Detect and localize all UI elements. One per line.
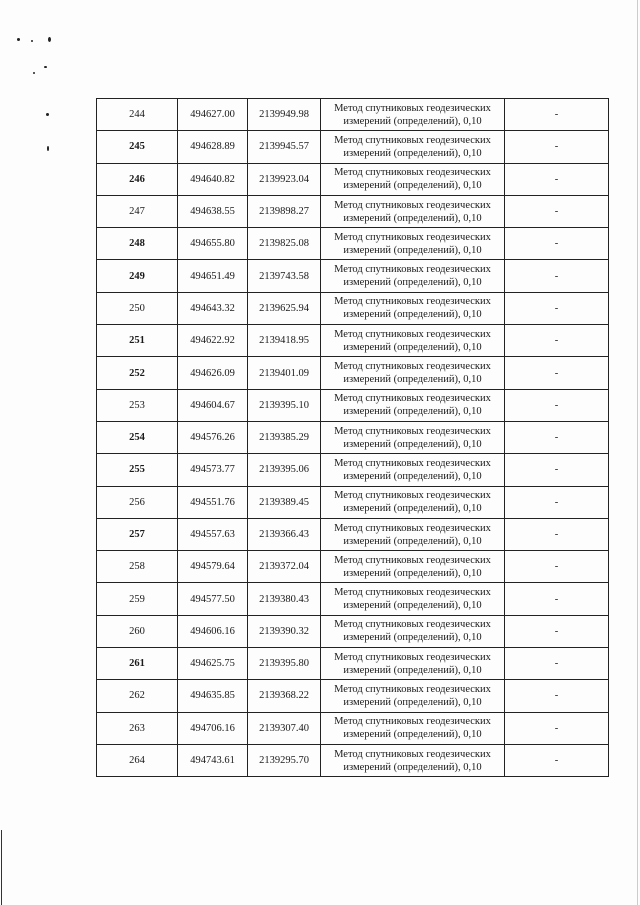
method-cell <box>321 163 505 195</box>
point-number-cell: 253 <box>97 389 178 421</box>
method-text-line-1: Метод спутниковых геодезических <box>334 328 491 340</box>
method-text-line-2: измерений (определений), 0,10 <box>343 470 482 482</box>
scan-artifact-line <box>637 0 638 905</box>
method-text-line-1: Метод спутниковых геодезических <box>334 716 491 728</box>
method-text-line-2: измерений (определений), 0,10 <box>343 180 482 192</box>
y-coordinate-cell: 2139825.08 <box>248 228 321 260</box>
method-text-line-2: измерений (определений), 0,10 <box>343 438 482 450</box>
description-cell: - <box>505 131 609 163</box>
method-text-line-1: Метод спутниковых геодезических <box>334 522 491 534</box>
method-text-line-2: измерений (определений), 0,10 <box>343 664 482 676</box>
y-coordinate-cell: 2139390.32 <box>248 615 321 647</box>
scan-artifact-mark <box>48 37 51 42</box>
method-cell <box>321 486 505 518</box>
point-number-cell: 244 <box>97 99 178 131</box>
y-coordinate-cell: 2139625.94 <box>248 292 321 324</box>
method-text-line-1: Метод спутниковых геодезических <box>334 619 491 631</box>
y-coordinate-cell: 2139418.95 <box>248 325 321 357</box>
method-cell <box>321 389 505 421</box>
x-coordinate-cell: 494626.09 <box>178 357 248 389</box>
table-row <box>97 357 609 389</box>
method-cell <box>321 648 505 680</box>
x-coordinate-cell: 494577.50 <box>178 583 248 615</box>
method-text-line-2: измерений (определений), 0,10 <box>343 309 482 321</box>
method-text-line-1: Метод спутниковых геодезических <box>334 393 491 405</box>
coordinates-table-body <box>97 99 609 777</box>
table-row <box>97 551 609 583</box>
method-cell <box>321 518 505 550</box>
method-text-line-2: измерений (определений), 0,10 <box>343 632 482 644</box>
description-cell: - <box>505 325 609 357</box>
method-cell <box>321 551 505 583</box>
table-row <box>97 389 609 421</box>
description-cell: - <box>505 583 609 615</box>
y-coordinate-cell: 2139395.10 <box>248 389 321 421</box>
description-cell: - <box>505 518 609 550</box>
scan-artifact-mark <box>44 66 47 68</box>
method-cell <box>321 260 505 292</box>
table-row <box>97 325 609 357</box>
method-text-line-1: Метод спутниковых геодезических <box>334 490 491 502</box>
table-row <box>97 648 609 680</box>
description-cell: - <box>505 421 609 453</box>
x-coordinate-cell: 494557.63 <box>178 518 248 550</box>
y-coordinate-cell: 2139395.80 <box>248 648 321 680</box>
table-row <box>97 260 609 292</box>
table-row <box>97 518 609 550</box>
y-coordinate-cell: 2139898.27 <box>248 195 321 227</box>
method-cell <box>321 712 505 744</box>
method-cell <box>321 454 505 486</box>
y-coordinate-cell: 2139295.70 <box>248 744 321 776</box>
table-row <box>97 454 609 486</box>
method-text-line-2: измерений (определений), 0,10 <box>343 567 482 579</box>
description-cell: - <box>505 615 609 647</box>
scan-artifact-mark <box>47 146 49 151</box>
method-text-line-2: измерений (определений), 0,10 <box>343 277 482 289</box>
description-cell: - <box>505 357 609 389</box>
method-text-line-1: Метод спутниковых геодезических <box>334 296 491 308</box>
method-text-line-2: измерений (определений), 0,10 <box>343 600 482 612</box>
x-coordinate-cell: 494655.80 <box>178 228 248 260</box>
method-text-line-1: Метод спутниковых геодезических <box>334 748 491 760</box>
description-cell: - <box>505 195 609 227</box>
scan-artifact-mark <box>33 72 35 74</box>
description-cell: - <box>505 389 609 421</box>
method-text-line-2: измерений (определений), 0,10 <box>343 244 482 256</box>
method-text-line-2: измерений (определений), 0,10 <box>343 115 482 127</box>
description-cell: - <box>505 228 609 260</box>
x-coordinate-cell: 494627.00 <box>178 99 248 131</box>
method-cell <box>321 615 505 647</box>
point-number-cell: 259 <box>97 583 178 615</box>
y-coordinate-cell: 2139380.43 <box>248 583 321 615</box>
y-coordinate-cell: 2139949.98 <box>248 99 321 131</box>
table-row <box>97 195 609 227</box>
method-text-line-1: Метод спутниковых геодезических <box>334 554 491 566</box>
x-coordinate-cell: 494643.32 <box>178 292 248 324</box>
method-text-line-1: Метод спутниковых геодезических <box>334 167 491 179</box>
point-number-cell: 246 <box>97 163 178 195</box>
point-number-cell: 247 <box>97 195 178 227</box>
point-number-cell: 264 <box>97 744 178 776</box>
method-text-line-2: измерений (определений), 0,10 <box>343 729 482 741</box>
y-coordinate-cell: 2139395.06 <box>248 454 321 486</box>
y-coordinate-cell: 2139307.40 <box>248 712 321 744</box>
x-coordinate-cell: 494604.67 <box>178 389 248 421</box>
method-text-line-2: измерений (определений), 0,10 <box>343 761 482 773</box>
description-cell: - <box>505 648 609 680</box>
description-cell: - <box>505 99 609 131</box>
scan-artifact-mark <box>31 40 33 42</box>
description-cell: - <box>505 712 609 744</box>
point-number-cell: 254 <box>97 421 178 453</box>
point-number-cell: 263 <box>97 712 178 744</box>
y-coordinate-cell: 2139401.09 <box>248 357 321 389</box>
method-cell <box>321 292 505 324</box>
method-cell <box>321 99 505 131</box>
x-coordinate-cell: 494579.64 <box>178 551 248 583</box>
method-text-line-2: измерений (определений), 0,10 <box>343 406 482 418</box>
y-coordinate-cell: 2139389.45 <box>248 486 321 518</box>
table-row <box>97 131 609 163</box>
method-text-line-2: измерений (определений), 0,10 <box>343 535 482 547</box>
point-number-cell: 256 <box>97 486 178 518</box>
method-cell <box>321 357 505 389</box>
y-coordinate-cell: 2139372.04 <box>248 551 321 583</box>
scan-artifact-mark <box>17 38 20 41</box>
method-text-line-2: измерений (определений), 0,10 <box>343 696 482 708</box>
point-number-cell: 250 <box>97 292 178 324</box>
y-coordinate-cell: 2139743.58 <box>248 260 321 292</box>
method-text-line-1: Метод спутниковых геодезических <box>334 683 491 695</box>
x-coordinate-cell: 494743.61 <box>178 744 248 776</box>
point-number-cell: 251 <box>97 325 178 357</box>
point-number-cell: 255 <box>97 454 178 486</box>
method-text-line-2: измерений (определений), 0,10 <box>343 212 482 224</box>
point-number-cell: 248 <box>97 228 178 260</box>
x-coordinate-cell: 494576.26 <box>178 421 248 453</box>
coordinates-table <box>96 98 609 777</box>
method-text-line-2: измерений (определений), 0,10 <box>343 503 482 515</box>
method-text-line-2: измерений (определений), 0,10 <box>343 341 482 353</box>
point-number-cell: 261 <box>97 648 178 680</box>
point-number-cell: 258 <box>97 551 178 583</box>
x-coordinate-cell: 494625.75 <box>178 648 248 680</box>
y-coordinate-cell: 2139385.29 <box>248 421 321 453</box>
table-row <box>97 680 609 712</box>
point-number-cell: 245 <box>97 131 178 163</box>
method-text-line-1: Метод спутниковых геодезических <box>334 264 491 276</box>
method-cell <box>321 228 505 260</box>
method-text-line-1: Метод спутниковых геодезических <box>334 231 491 243</box>
description-cell: - <box>505 163 609 195</box>
table-row <box>97 712 609 744</box>
description-cell: - <box>505 744 609 776</box>
point-number-cell: 257 <box>97 518 178 550</box>
x-coordinate-cell: 494651.49 <box>178 260 248 292</box>
method-text-line-1: Метод спутниковых геодезических <box>334 134 491 146</box>
description-cell: - <box>505 454 609 486</box>
y-coordinate-cell: 2139945.57 <box>248 131 321 163</box>
x-coordinate-cell: 494622.92 <box>178 325 248 357</box>
x-coordinate-cell: 494635.85 <box>178 680 248 712</box>
method-text-line-1: Метод спутниковых геодезических <box>334 425 491 437</box>
point-number-cell: 262 <box>97 680 178 712</box>
table-row <box>97 486 609 518</box>
table-row <box>97 292 609 324</box>
description-cell: - <box>505 260 609 292</box>
x-coordinate-cell: 494551.76 <box>178 486 248 518</box>
method-text-line-2: измерений (определений), 0,10 <box>343 374 482 386</box>
y-coordinate-cell: 2139923.04 <box>248 163 321 195</box>
x-coordinate-cell: 494628.89 <box>178 131 248 163</box>
y-coordinate-cell: 2139366.43 <box>248 518 321 550</box>
x-coordinate-cell: 494606.16 <box>178 615 248 647</box>
table-row <box>97 228 609 260</box>
method-text-line-1: Метод спутниковых геодезических <box>334 199 491 211</box>
x-coordinate-cell: 494706.16 <box>178 712 248 744</box>
table-row <box>97 744 609 776</box>
method-cell <box>321 195 505 227</box>
method-text-line-1: Метод спутниковых геодезических <box>334 102 491 114</box>
scan-artifact-line <box>1 830 2 905</box>
method-cell <box>321 744 505 776</box>
point-number-cell: 249 <box>97 260 178 292</box>
description-cell: - <box>505 292 609 324</box>
method-cell <box>321 131 505 163</box>
point-number-cell: 252 <box>97 357 178 389</box>
method-cell <box>321 421 505 453</box>
description-cell: - <box>505 680 609 712</box>
method-cell <box>321 680 505 712</box>
method-text-line-1: Метод спутниковых геодезических <box>334 651 491 663</box>
table-row <box>97 163 609 195</box>
method-cell <box>321 583 505 615</box>
point-number-cell: 260 <box>97 615 178 647</box>
x-coordinate-cell: 494573.77 <box>178 454 248 486</box>
table-row <box>97 583 609 615</box>
method-cell <box>321 325 505 357</box>
method-text-line-1: Метод спутниковых геодезических <box>334 457 491 469</box>
method-text-line-2: измерений (определений), 0,10 <box>343 147 482 159</box>
x-coordinate-cell: 494640.82 <box>178 163 248 195</box>
scan-artifact-mark <box>46 113 49 116</box>
description-cell: - <box>505 486 609 518</box>
x-coordinate-cell: 494638.55 <box>178 195 248 227</box>
table-row <box>97 99 609 131</box>
table-row <box>97 421 609 453</box>
table-row <box>97 615 609 647</box>
method-text-line-1: Метод спутниковых геодезических <box>334 361 491 373</box>
description-cell: - <box>505 551 609 583</box>
y-coordinate-cell: 2139368.22 <box>248 680 321 712</box>
method-text-line-1: Метод спутниковых геодезических <box>334 587 491 599</box>
